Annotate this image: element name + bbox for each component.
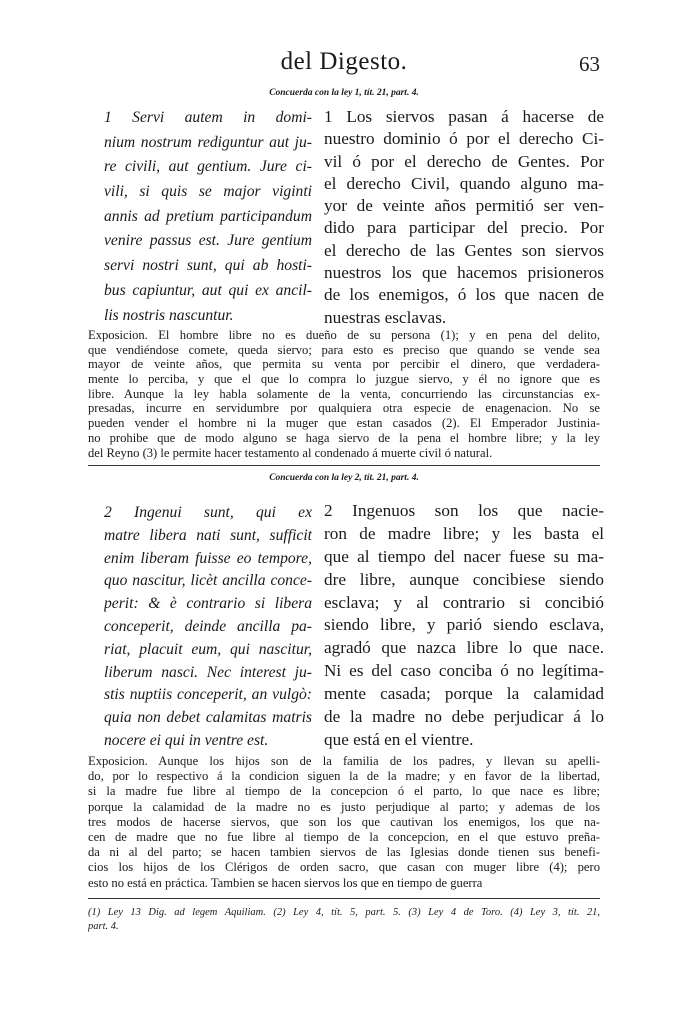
section-divider	[88, 465, 600, 466]
latin-text-1	[104, 106, 312, 328]
spanish-line: ron de madre libre; y les basta el	[324, 523, 604, 543]
exposicion-line: del Reyno (3) le permite hacer testamento al condenado á muerte civil ó natural.	[88, 445, 493, 460]
latin-line: nium nostrum rediguntur aut ju-	[104, 133, 312, 151]
latin-line: re civili, aut gentium. Jure ci-	[104, 158, 312, 176]
spanish-line: nuestro dominio ó por el derecho Ci-	[324, 129, 604, 149]
exposicion-line: cios los hijos de los Clérigos de orden sacro, que casan con muger libre (4); pero	[88, 860, 600, 875]
spanish-line: vil ó por el derecho de Gentes. Por	[324, 151, 604, 171]
spanish-line: nuestros los que hacemos prisioneros	[324, 263, 604, 283]
exposicion-line: mente lo perciba, y que el que lo compra lo juzgue siervo, y él no ignore que es	[88, 372, 600, 387]
spanish-line: 2 Ingenuos son los que nacie-	[324, 501, 604, 520]
exposicion-line: no prohibe que de modo alguno se haga siervo de la pena el hombre libre; y la ley	[88, 430, 600, 445]
latin-line: 1 Servi autem in domi-	[104, 109, 312, 126]
exposicion-line: si la madre fue libre al tiempo de la concepcion ó el parto, lo que nace es libre;	[88, 784, 600, 799]
footnote-divider	[88, 898, 600, 899]
latin-text-2	[104, 502, 312, 753]
latin-line: vili, si quis se major viginti	[104, 183, 312, 201]
latin-line: lis nostris nascuntur.	[104, 306, 234, 324]
latin-line: enim liberam fuisse eo tempore,	[104, 549, 312, 567]
spanish-line: de la madre no debe perjudicar á lo	[324, 707, 604, 727]
exposicion-line: Exposicion. Aunque los hijos son de la familia de los padres, y llevan su apelli-	[88, 754, 600, 768]
spanish-line: siendo libre, y parió siendo esclava,	[324, 615, 604, 635]
latin-line: quo nascitur, licèt ancilla conce-	[104, 572, 312, 590]
latin-line: venire passus est. Jure gentium	[104, 232, 312, 250]
spanish-line: de los enemigos, ó los que nacen de	[324, 285, 604, 305]
concordance-note-2: Concuerda con la ley 2, tít. 21, part. 4.	[269, 473, 419, 483]
spanish-line: nuestras esclavas.	[324, 307, 447, 327]
latin-line: riat, placuit eum, qui nascitur,	[104, 640, 312, 658]
spanish-line: dido para participar del precio. Por	[324, 218, 604, 238]
spanish-line: dre libre, aunque concibiese siendo	[324, 569, 604, 589]
exposicion-line: esto no está en práctica. Tambien se hacen siervos los que en tiempo de guerra	[88, 875, 483, 890]
spanish-line: 1 Los siervos pasan á hacerse de	[324, 107, 604, 126]
latin-line: bus capiuntur, aut qui ex ancil-	[104, 281, 312, 299]
concordance-note-1: Concuerda con la ley 1, tít. 21, part. 4.	[269, 88, 419, 98]
footnotes	[88, 906, 600, 934]
spanish-line: yor de veinte años permitió ser ven-	[324, 196, 604, 216]
exposicion-line: que vendiéndose comete, queda siervo; para esto es preciso que quando se vende sea	[88, 342, 600, 357]
spanish-line: agradó que nazca libre lo que nace.	[324, 638, 604, 658]
footnote-line: part. 4.	[88, 921, 119, 932]
latin-line: conceperit, deinde ancilla pa-	[104, 617, 312, 635]
spanish-text-1	[324, 106, 604, 329]
page-title: del Digesto.	[280, 48, 408, 75]
latin-line: servi nostri sunt, qui ab hosti-	[104, 257, 312, 275]
exposicion-line: do, por lo respectivo á la condicion siguen la de la madre; y en favor de la libertad,	[88, 769, 600, 784]
running-header	[88, 48, 600, 84]
exposicion-line: presadas, incurre en servidumbre por qualquiera otra especie de enagenacion. No se	[88, 401, 600, 416]
footnote-line: (1) Ley 13 Dig. ad legem Aquiliam. (2) Ley 4, tít. 5, part. 5. (3) Ley 4 de Toro. (4) Ley 3, tít. 21,	[88, 907, 600, 918]
exposicion-line: Exposicion. El hombre libre no es dueño de su persona (1); y en pena del delito,	[88, 328, 600, 342]
exposicion-1	[88, 328, 600, 460]
latin-line: 2 Ingenui sunt, qui ex	[104, 504, 312, 521]
latin-line: matre libera nati sunt, sufficit	[104, 526, 312, 544]
exposicion-line: cen de madre que no fue libre al tiempo de la concepcion, en el que estuvo preña-	[88, 829, 600, 844]
spanish-line: el derecho Civil, quando alguno ma-	[324, 173, 604, 193]
latin-line: quia non debet calamitas matris	[104, 709, 312, 727]
latin-line: nocere ei qui in ventre est.	[104, 731, 269, 749]
latin-line: annis ad pretium participandum	[104, 207, 312, 225]
page-number: 63	[579, 52, 600, 76]
spanish-line: mente casada; porque la calamidad	[324, 684, 604, 704]
exposicion-line: tres modos de hacerse siervos, que son los que cautivan los enemigos, los que na-	[88, 814, 600, 829]
exposicion-2	[88, 754, 600, 891]
exposicion-line: da ni al del parto; se hacen tambien siervos de las Iglesias donde tienen sus benefi-	[88, 845, 600, 860]
latin-line: stis nuptiis conceperit, an vulgò:	[104, 686, 312, 704]
spanish-line: el derecho de las Gentes son siervos	[324, 240, 604, 260]
exposicion-line: libre. Aunque la ley habla solamente de la venta, concurriendo las circunstancias ex-	[88, 386, 600, 401]
spanish-line: que al tiempo del nacer fuese su ma-	[324, 546, 604, 566]
spanish-line: esclava; y al contrario si concibió	[324, 592, 604, 612]
exposicion-line: pueden vender el hombre ni la muger que estan casados (2). El Emperador Justinia-	[88, 416, 600, 431]
spanish-line: que está en el vientre.	[324, 729, 474, 749]
spanish-text-2	[324, 500, 604, 752]
spanish-line: Ni es del caso conciba ó no legítima-	[324, 661, 604, 681]
exposicion-line: porque la calamidad de la madre no es justo perjudique al parto; y ademas de los	[88, 799, 600, 814]
latin-line: liberum nasci. Nec interest ju-	[104, 663, 312, 681]
exposicion-line: mayor de veinte años, que permita su venta por percibir el dinero, que verdadera-	[88, 357, 600, 372]
latin-line: perit: & è contrario si libera	[104, 595, 312, 613]
